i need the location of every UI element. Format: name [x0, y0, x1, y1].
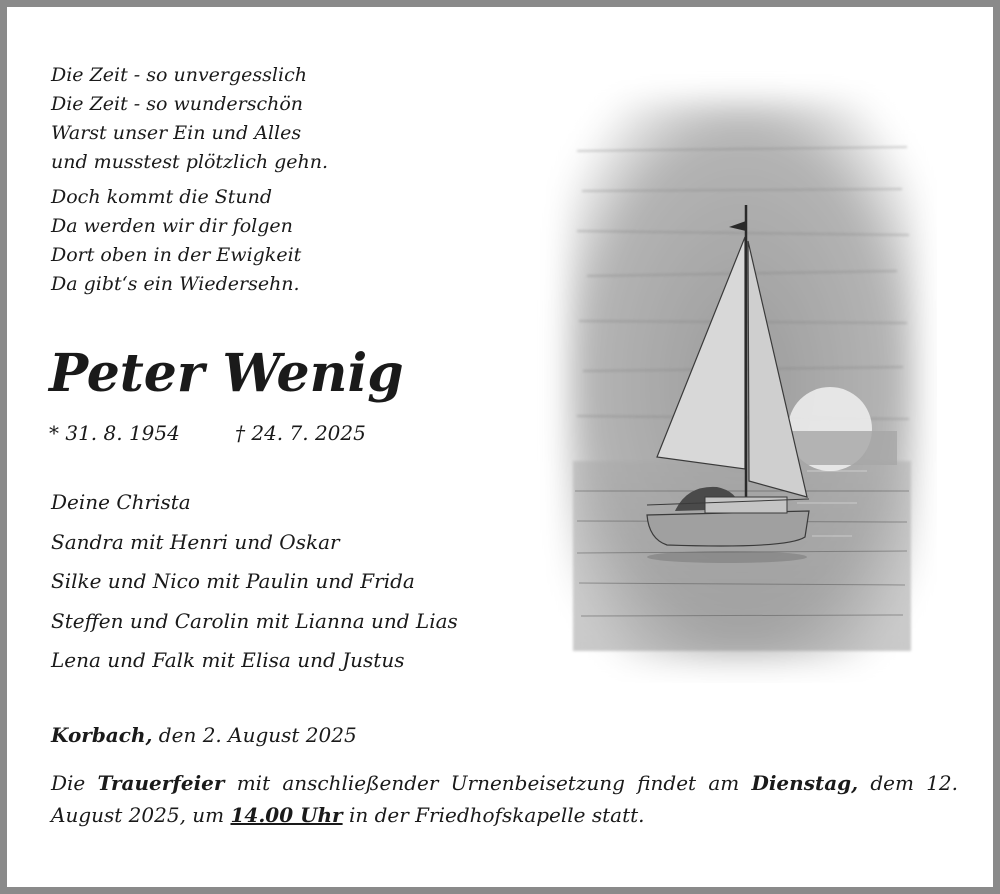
poem-line: Da werden wir dir folgen	[51, 215, 293, 237]
mourners-list	[51, 483, 458, 681]
mourner-line: Sandra mit Henri und Oskar	[51, 529, 340, 554]
life-dates	[49, 421, 366, 445]
funeral-notice	[51, 767, 958, 831]
deceased-name: Peter Wenig	[49, 343, 404, 404]
notice-time: 14.00 Uhr	[230, 803, 343, 827]
date: den 2. August 2025	[152, 723, 357, 747]
notice-trauerfeier: Trauerfeier	[97, 771, 225, 795]
poem-stanza-2	[51, 183, 328, 299]
mourner-line: Lena und Falk mit Elisa und Justus	[51, 648, 405, 672]
notice-text: Die	[51, 771, 98, 795]
poem-line: Warst unser Ein und Alles	[51, 122, 302, 144]
notice-text: in der Friedhofskapelle statt.	[342, 803, 645, 827]
notice-text: dem 12. August 2025, um	[51, 771, 959, 827]
poem-line: Die Zeit - so unvergesslich	[51, 64, 307, 86]
place: Korbach,	[51, 723, 153, 747]
poem-line: Dort oben in der Ewigkeit	[51, 244, 302, 266]
mourner-line: Silke und Nico mit Paulin und Frida	[51, 569, 415, 593]
poem-line: Da gibt‘s ein Wiedersehn.	[51, 273, 300, 295]
death-date: † 24. 7. 2025	[235, 421, 366, 445]
poem	[51, 61, 328, 305]
mourner-line: Steffen und Carolin mit Lianna und Lias	[51, 608, 458, 633]
notice-text: mit anschließender Urnenbeisetzung findet am	[224, 771, 752, 795]
poem-line: und musstest plötzlich gehn.	[51, 151, 329, 173]
sailboat-at-sunset-icon	[537, 71, 937, 683]
birth-date: * 31. 8. 1954	[49, 421, 180, 445]
place-date	[51, 723, 357, 747]
poem-stanza-1	[51, 61, 328, 177]
poem-line: Die Zeit - so wunderschön	[51, 93, 304, 115]
poem-line: Doch kommt die Stund	[51, 186, 273, 208]
notice-day: Dienstag,	[751, 771, 859, 795]
mourner-line: Deine Christa	[51, 490, 191, 514]
